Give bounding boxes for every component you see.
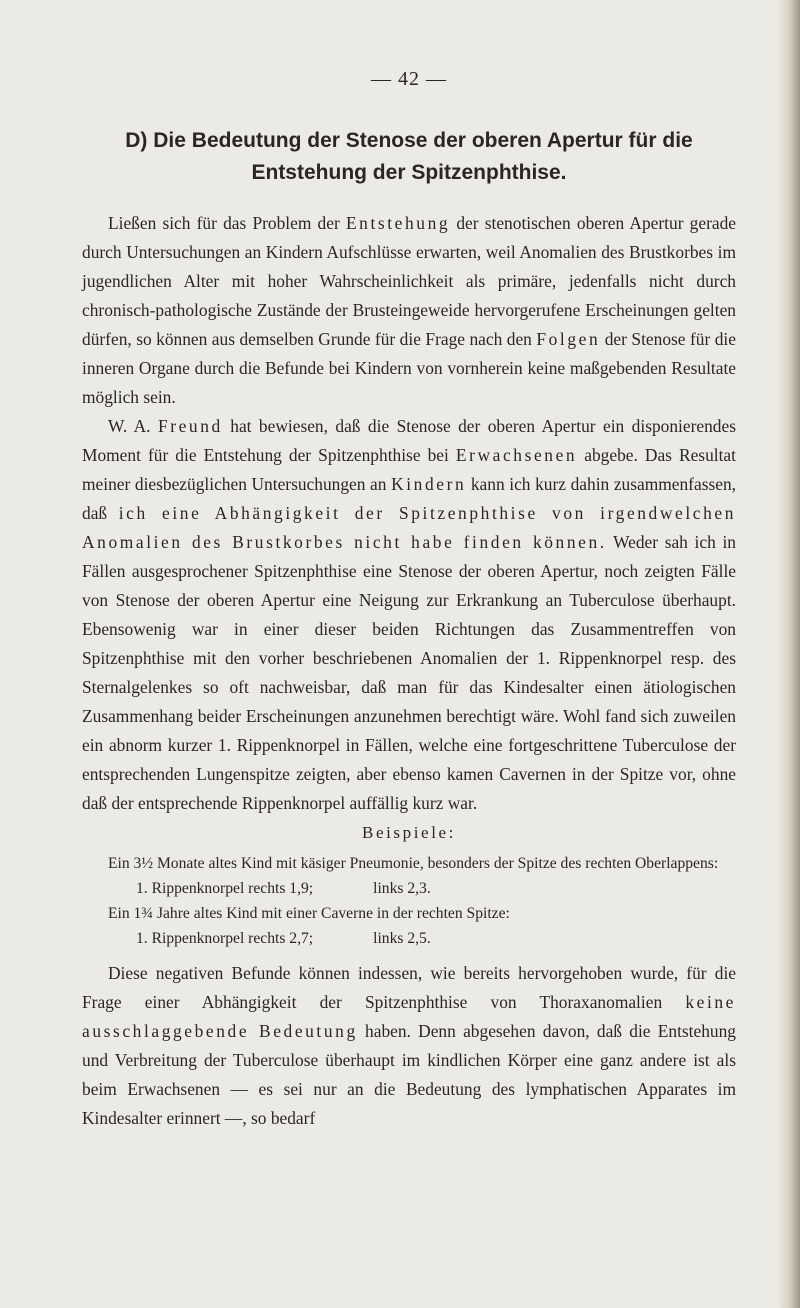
- paragraph-1: [82, 209, 736, 412]
- paragraph-2-emphasis-3: Kindern: [391, 474, 467, 494]
- body-text: [82, 209, 736, 818]
- paragraph-2-emphasis-1: Freund: [157, 416, 223, 436]
- example-1-left-value: links 2,3.: [373, 880, 431, 897]
- paragraph-2-part-5: Weder sah ich in Fällen ausgesprochener Spitzenphthise eine Stenose der oberen Apertur, noch zeigten Fälle von Stenose der oberen Apertur eine Neigung zur Erkrankung an Tuberculose überhaupt. Ebensowenig war in einer dieser beiden Richtungen das Zusammentreffen von Spitzenphthise mit den vorher beschriebenen Anomalien der 1. Rippenknorpel resp. des Sternalgelenkes so oft nachweisbar, daß man für das Kindesalter einen ätiologischen Zusammenhang beider Erscheinungen anzunehmen berechtigt wäre. Wohl fand sich zuweilen ein abnorm kurzer 1. Rippenknorpel in Fällen, welche eine fortgeschrittene Tuberculose der entsprechenden Lungenspitze zeigten, aber ebenso kamen Cavernen in der Spitze vor, ohne daß der entsprechende Rippenknorpel auffällig kurz war.: [82, 532, 736, 813]
- example-2-intro: Ein 1¾ Jahre altes Kind mit einer Caverne in der rechten Spitze:: [108, 905, 510, 922]
- examples-title: Beispiele:: [362, 823, 456, 842]
- page-number: — 42 —: [371, 68, 447, 90]
- page-edge-shadow: [778, 0, 800, 1308]
- page-content: [82, 68, 736, 1133]
- example-2-values: [82, 926, 736, 951]
- example-2-left-value: links 2,5.: [373, 930, 431, 947]
- paragraph-1-part-3: der Stenose für die inneren Organe durch die Befunde bei Kindern von vornherein keine maßgebenden Resultate möglich sein.: [82, 329, 736, 407]
- paragraph-2: [82, 412, 736, 818]
- paragraph-2-part-3: abgebe. Das Resultat meiner diesbezüglichen Untersuchungen an: [82, 445, 736, 494]
- paragraph-2-emphasis-4: ich eine Abhängigkeit der Spitzenphthise von irgendwelchen Anomalien des Brustkorbes nicht habe finden können.: [82, 503, 736, 552]
- paragraph-1-emphasis-1: Entstehung: [345, 213, 451, 233]
- paragraph-1-emphasis-2: Folgen: [536, 329, 601, 349]
- example-1-values: [82, 876, 736, 901]
- paragraph-3-emphasis-1: keine ausschlaggebende Bedeutung: [82, 992, 736, 1041]
- paragraph-2-emphasis-2: Erwachsenen: [455, 445, 578, 465]
- paragraph-2-part-4: kann ich kurz dahin zusammenfassen, daß: [82, 474, 736, 523]
- example-1-intro: Ein 3½ Monate altes Kind mit käsiger Pneumonie, besonders der Spitze des rechten Oberlappens:: [108, 855, 719, 872]
- paragraph-2-part-1: W. A.: [108, 416, 158, 436]
- examples-block: [82, 851, 736, 951]
- paragraph-3-part-1: Diese negativen Befunde können indessen, wie bereits hervorgehoben wurde, für die Frage einer Abhängigkeit der Spitzenphthise von Thoraxanomalien: [82, 963, 736, 1012]
- paragraph-2-part-2: hat bewiesen, daß die Stenose der oberen Apertur ein disponierendes Moment für die Entstehung der Spitzenphthise bei: [82, 416, 736, 465]
- heading-line-1: D) Die Bedeutung der Stenose der oberen Apertur für die: [125, 129, 693, 152]
- paragraph-1-part-1: Ließen sich für das Problem der: [108, 213, 346, 233]
- paragraph-3: [82, 959, 736, 1133]
- body-text-continued: [82, 959, 736, 1133]
- example-1-right-value: 1. Rippenknorpel rechts 1,9;: [136, 880, 314, 897]
- paragraph-1-part-2: der stenotischen oberen Apertur gerade durch Untersuchungen an Kindern Aufschlüsse erwarten, weil Anomalien des Brustkorbes im jugendlichen Alter mit hoher Wahrscheinlichkeit als primäre, jedenfalls nicht durch chronisch-pathologische Zustände der Brusteingeweide hervorgerufene Erscheinungen gelten dürfen, so können aus demselben Grunde für die Frage nach den: [82, 213, 737, 349]
- heading-line-2: Entstehung der Spitzenphthise.: [251, 161, 567, 184]
- section-heading: [82, 125, 736, 189]
- paragraph-3-part-2: haben. Denn abgesehen davon, daß die Entstehung und Verbreitung der Tuberculose überhaupt im kindlichen Körper eine ganz andere ist als beim Erwachsenen — es sei nur an die Bedeutung des lymphatischen Apparates im Kindesalter erinnert —, so bedarf: [82, 1021, 736, 1128]
- example-2-right-value: 1. Rippenknorpel rechts 2,7;: [136, 930, 314, 947]
